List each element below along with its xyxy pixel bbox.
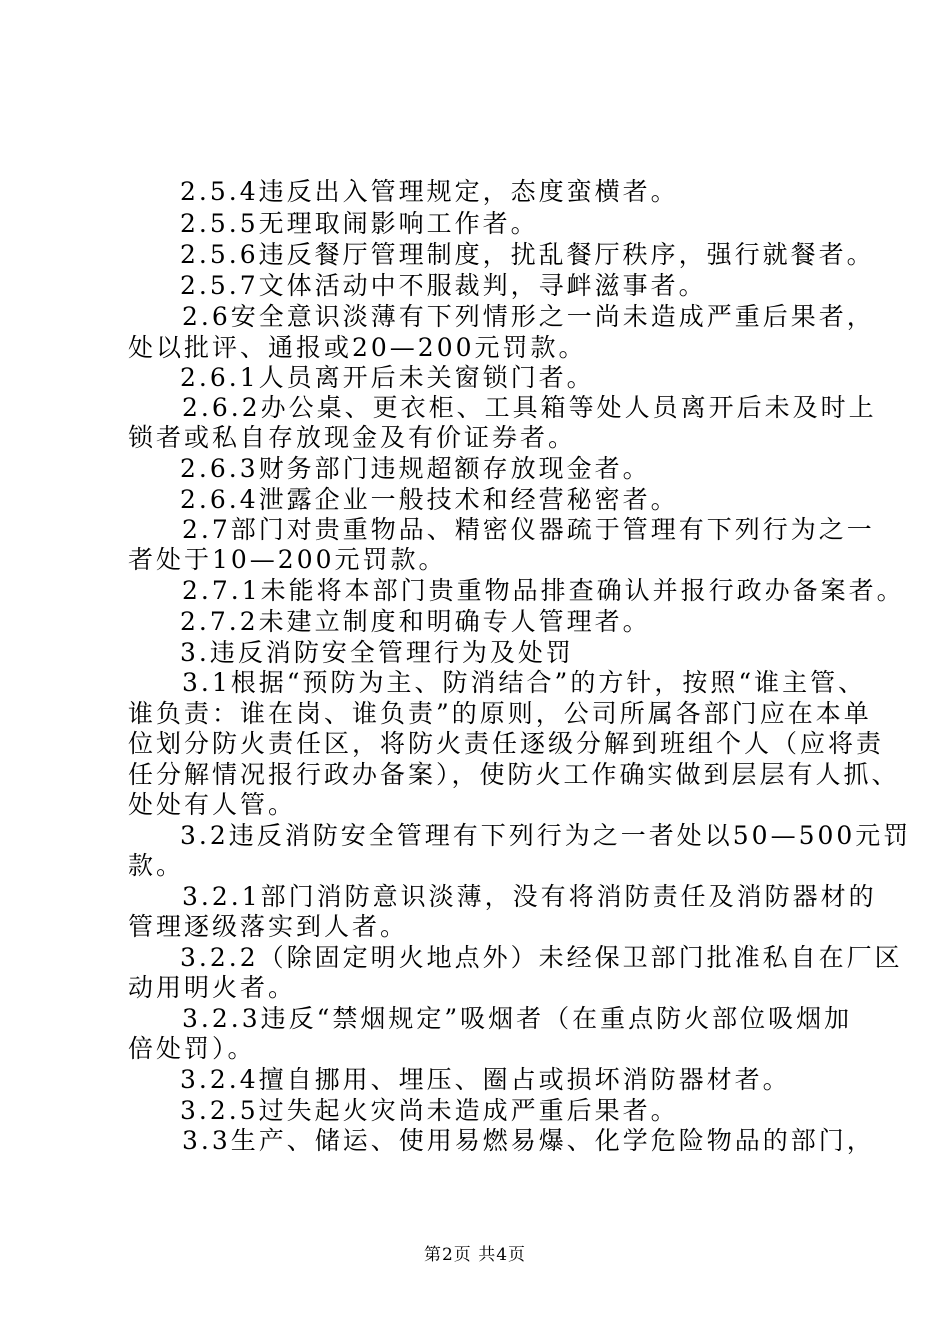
paragraph-line: 2.6.3财务部门违规超额存放现金者。: [180, 454, 651, 483]
paragraph-line: 管理逐级落实到人者。: [128, 912, 409, 941]
paragraph-line: 谁负责：谁在岗、谁负责”的原则，公司所属各部门应在本单: [128, 699, 872, 728]
paragraph-line: 3.2违反消防安全管理有下列行为之一者处以50—500元罚: [180, 821, 912, 850]
paragraph-line: 2.7.2未建立制度和明确专人管理者。: [180, 607, 651, 636]
paragraph-line: 倍处罚）。: [128, 1034, 256, 1063]
paragraph-line: 2.6.4泄露企业一般技术和经营秘密者。: [180, 485, 679, 514]
paragraph-line: 款。: [128, 851, 185, 880]
paragraph-line: 2.6.1人员离开后未关窗锁门者。: [180, 363, 595, 392]
paragraph-line: 锁者或私自存放现金及有价证券者。: [128, 423, 577, 452]
paragraph-line: 2.7部门对贵重物品、精密仪器疏于管理有下列行为之一: [182, 515, 875, 544]
paragraph-line: 2.5.6违反餐厅管理制度，扰乱餐厅秩序，强行就餐者。: [180, 240, 875, 269]
paragraph-line: 动用明火者。: [128, 973, 297, 1002]
paragraph-line: 处以批评、通报或20—200元罚款。: [128, 333, 587, 362]
paragraph-line: 2.6.2办公桌、更衣柜、工具箱等处人员离开后未及时上: [182, 393, 877, 422]
paragraph-line: 2.6安全意识淡薄有下列情形之一尚未造成严重后果者，: [182, 302, 875, 331]
paragraph-line: 者处于10—200元罚款。: [128, 545, 447, 574]
paragraph-line: 任分解情况报行政办备案），使防火工作确实做到层层有人抓、: [128, 760, 900, 789]
paragraph-line: 3.3生产、储运、使用易燃易爆、化学危险物品的部门，: [182, 1126, 875, 1155]
paragraph-line: 处处有人管。: [128, 790, 297, 819]
paragraph-line: 3.2.3违反“禁烟规定”吸烟者（在重点防火部位吸烟加: [182, 1004, 853, 1033]
paragraph-line: 2.5.7文体活动中不服裁判，寻衅滋事者。: [180, 271, 707, 300]
paragraph-line: 位划分防火责任区，将防火责任逐级分解到班组个人（应将责: [128, 729, 885, 758]
paragraph-line: 3.2.1部门消防意识淡薄，没有将消防责任及消防器材的: [182, 882, 877, 911]
page-number-footer: 第2页 共4页: [423, 1245, 527, 1265]
paragraph-line: 3.2.2（除固定明火地点外）未经保卫部门批准私自在厂区: [180, 943, 903, 972]
paragraph-line: 3.1根据“预防为主、防消结合”的方针，按照“谁主管、: [182, 668, 867, 697]
paragraph-line: 2.7.1未能将本部门贵重物品排查确认并报行政办备案者。: [182, 576, 905, 605]
section-heading: 3.违反消防安全管理行为及处罚: [180, 638, 574, 667]
paragraph-line: 3.2.5过失起火灾尚未造成严重后果者。: [180, 1096, 679, 1125]
paragraph-line: 2.5.4违反出入管理规定，态度蛮横者。: [180, 177, 679, 206]
paragraph-line: 2.5.5无理取闹影响工作者。: [180, 209, 539, 238]
paragraph-line: 3.2.4擅自挪用、埋压、圈占或损坏消防器材者。: [180, 1065, 791, 1094]
